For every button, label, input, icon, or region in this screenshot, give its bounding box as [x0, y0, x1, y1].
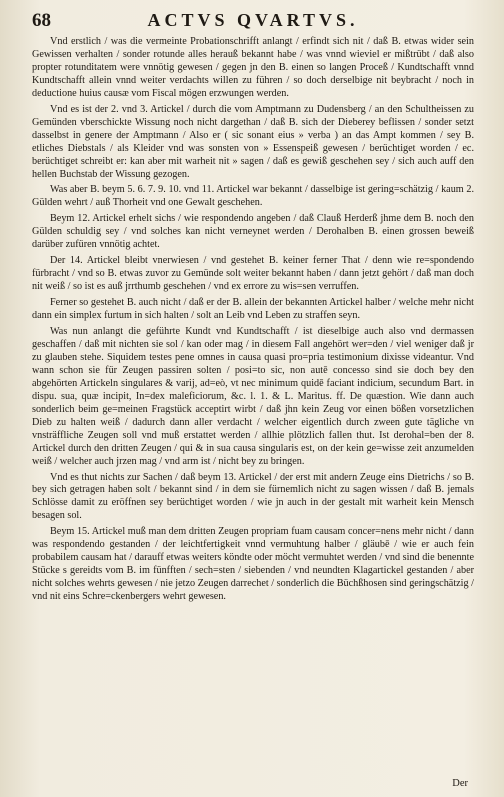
- paragraph-3: Was aber B. beym 5. 6. 7. 9. 10. vnd 11. Artickel war bekannt / dasselbige ist gering=schätzig / kaum 2. Gülden wehrt / auß Thorheit vnd one Gewalt geschehen.: [32, 184, 474, 209]
- paragraph-9: Beym 15. Artickel muß man dem dritten Zeugen propriam fuam causam concer=nens mehr nicht / dann was respondendo gestanden / der leichtfertigkeit vnnd vermuhtung halber / gläubē / wie er auch fein probabilem causam hat / darauff etwas weiters köndte oder möcht vermuhtet werden / vnd sind die benennte Stücke s gereidts vom B. im fünfften / sech=sten / siebenden / vnd neundten Klagartickel gestanden / aber nicht solches wehrts gewesen / nie jetzo Zeugen darrechet / sonderlich die Büchßhosen sind geringschätzig / vnd nit eins Schre=ckenbergers wehrt gewesen.: [32, 526, 474, 603]
- paragraph-5: Der 14. Artickel bleibt vnerwiesen / vnd gestehet B. keiner ferner That / denn wie re=spondendo fürbracht / vnd so B. etwas zuvor zu Gemünde solt weiter bekannt haben / dann jetzt gehört / daß man doch nit weiß / so ist es auß jrrthumb geschehen / vnd ex errore zu wis=sen verruffen.: [32, 255, 474, 293]
- running-head: ACTVS QVARTVS.: [147, 10, 359, 30]
- page-header: [32, 10, 474, 36]
- paragraph-2: Vnd es ist der 2. vnd 3. Artickel / durch die vom Amptmann zu Dudensberg / an den Schultheissen zu Gemünden vberschickte Wissung noch nicht dargethan / daß B. sich der Dieberey beflissen / sonder setzt dasselbst in genere der Amptmann / Also er ( sic sonant eius » verba ) an das Ampt kommen / sey B. etliches Diebstals / als Kleider vnd was sonsten von » Essenspeiß gewesen / berüchtiget worden / ec. berüchtiget schreibt er: kan aber mit warheit nit » sagen / daß es gewiß geschehen sey / sich auch auff den hellen Buchstab der Wissung gezogen.: [32, 103, 474, 180]
- page-number: 68: [32, 10, 51, 31]
- page-body: [32, 36, 474, 604]
- paragraph-6: Ferner so gestehet B. auch nicht / daß er der B. allein der bekannten Artickel halber / welche mehr nicht dann ein simplex furtum in sich halten / solt an Leib vnd Leben zu straffen seyn.: [32, 297, 474, 322]
- paragraph-7: Was nun anlangt die geführte Kundt vnd Kundtschafft / ist dieselbige auch also vnd dermassen geschaffen / daß mit nichten sie sol / kan oder mag / in diesem Fall angehört wer=den / viel weniger daß jr zu glauben stehe. Siquidem testes pene omnes in causa quasi pro=pria testimonium dixisse videantur. Vnd wann schon sie für Zeugen passiren solten / posi=to sic, non autē concesso sind sie doch bey den abgehörten Artickeln singulares & varij, ad=eò, vt nec minimum quidē faciant indicium, secundum Bart. in dispu. sua, quæ incipit, In=dex maleficiorum, &c. l. 1. & L. Maritus. ff. De quæstion. Wie dann auch sonderlich beim ge=meinen Fragstück acceptirt wirbt / daß jhn kein Zeug vor einen bößen vorsetzlichen Dieb zu halten weiß / dadurch dann aller verdacht / welcher eigentlich durch zween gute tägliche vn vnsträffliche Zeugen soll vnd muß erstattet werden / allhie plötzlich fallen thut. Ist derohal=ben der 8. Artickel durch den dritten Zeugen / qui & in sua causa singularis est, on der kein ge=wisse zeit anzumelden weiß / welcher auch jrzen mag / vnd arm ist / nicht bey zu bringen.: [32, 326, 474, 467]
- paragraph-8: Vnd es thut nichts zur Sachen / daß beym 13. Artickel / der erst mit andern Zeuge eins Dietrichs / so B. bey sich getragen haben solt / bekannt sind / in dem sie fürnemlich nicht zu sagen wissen / daß B. jemals Schlösse damit zu eröffnen sey berüchtiget worden / wie jn auch in der gestalt mit warheit kein Mensch besagen sol.: [32, 471, 474, 522]
- paragraph-1: Vnd erstlich / was die vermeinte Probationschrifft anlangt / erfindt sich nit / daß B. etwas wider sein Gewissen verhalten / sonder rotunde alles herauß bekannt habe / was vnnd wieviel er mißtrübt / daß also propter rotunditatem were vnnötig gewesen / gegen jn den B. einen so langen Proceß / Kundtschafft vnnd Kundtschafft allein vnnd weiter verdachts willen zu führen / so doch derselbige nit beybracht / noch in deductione huius causæ vom Fiscal mögen erzwungen werden.: [32, 36, 474, 99]
- catchword: Der: [452, 778, 468, 789]
- paragraph-4: Beym 12. Artickel erhelt sichs / wie respondendo angeben / daß Clauß Herderß jhme dem B. noch den Gülden schuldig sey / vnd solches kan nicht verneynet werden / Derohalben B. einen grossen beweiß darüber zufüren vnnötig achtet.: [32, 213, 474, 251]
